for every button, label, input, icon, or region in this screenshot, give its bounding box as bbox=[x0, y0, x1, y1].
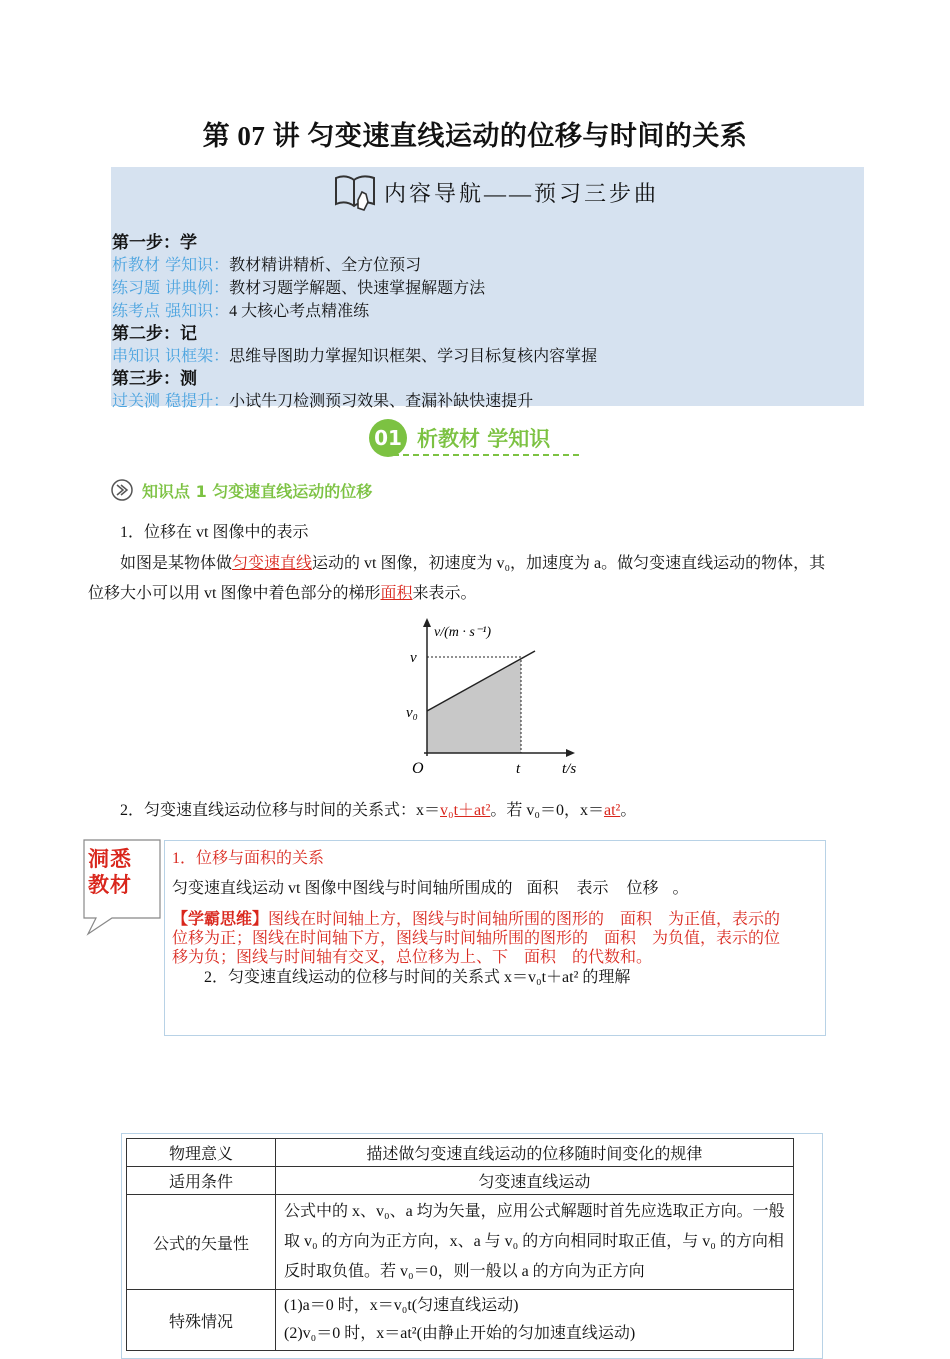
row-body: 描述做匀变速直线运动的位移随时间变化的规律 bbox=[276, 1139, 794, 1167]
table-row bbox=[127, 1290, 794, 1351]
t-label: t bbox=[516, 761, 521, 777]
section-label: 析教材 学知识 bbox=[417, 427, 551, 451]
row-body: 匀变速直线运动 bbox=[276, 1167, 794, 1195]
nav-steps bbox=[112, 232, 597, 413]
v-label: v bbox=[410, 650, 417, 666]
table-row bbox=[127, 1139, 794, 1167]
nav-heading bbox=[332, 170, 659, 214]
row-head: 公式的矢量性 bbox=[127, 1195, 276, 1290]
item-1-heading: 1．位移在 vt 图像中的表示 bbox=[120, 524, 309, 541]
table-row bbox=[127, 1195, 794, 1290]
item-2-formula-line: 2．匀变速直线运动位移与时间的关系式：x＝v₀t＋at²。若 v₀＝0，x＝at²。 bbox=[120, 802, 637, 819]
step-1: 第一步：学 bbox=[112, 233, 197, 252]
item-1-paragraph-line-1: 如图是某物体做匀变速直线运动的 vt 图像，初速度为 v₀，加速度为 a。做匀变速直线运动的物体，其 bbox=[120, 555, 826, 572]
nav-line: 过关测 稳提升：小试牛刀检测预习效果、查漏补缺快速提升 bbox=[112, 391, 534, 410]
arrow-circle-icon bbox=[110, 478, 134, 502]
section-number: 01 bbox=[369, 419, 407, 457]
link-uniform-accel[interactable]: 匀变速直线 bbox=[232, 555, 313, 572]
nav-heading-text: 内容导航——预习三步曲 bbox=[384, 180, 660, 206]
table-row bbox=[127, 1167, 794, 1195]
nav-line: 析教材 学知识：教材精讲精析、全方位预习 bbox=[112, 255, 422, 274]
box-heading-1: 1．位移与面积的关系 bbox=[172, 850, 325, 867]
knowledge-point-text: 知识点 1 匀变速直线运动的位移 bbox=[142, 481, 373, 501]
origin-label: O bbox=[412, 760, 424, 777]
page-title: 第 07 讲 匀变速直线运动的位移与时间的关系 bbox=[202, 121, 748, 151]
stamp-label: 洞悉教材 bbox=[88, 847, 132, 897]
nav-line: 练习题 讲典例：教材习题学解题、快速掌握解题方法 bbox=[112, 278, 486, 297]
row-body: (1)a＝0 时，x＝v₀t(匀速直线运动) (2)v₀＝0 时，x＝at²(由静止开始的匀加速直线运动) bbox=[276, 1290, 794, 1351]
row-head: 适用条件 bbox=[127, 1167, 276, 1195]
link-area[interactable]: 面积 bbox=[380, 585, 413, 602]
section-divider bbox=[383, 454, 579, 456]
nav-line: 练考点 强知识：4 大核心考点精准练 bbox=[112, 301, 370, 320]
section-badge bbox=[369, 419, 550, 457]
box-tip: 【学霸思维】图线在时间轴上方，图线与时间轴所围的图形的 面积 为正值，表示的 位移为正；图线在时间轴下方，图线与时间轴所围的图形的 面积 为负值，表示的位 移为负；图线与时间轴有交叉，总位移为上、下 面积 的代数和。 bbox=[172, 911, 781, 966]
row-head: 特殊情况 bbox=[127, 1290, 276, 1351]
step-3: 第三步：测 bbox=[112, 369, 197, 388]
x-axis-label: t/s bbox=[562, 761, 577, 777]
vt-graph bbox=[400, 616, 600, 781]
box-line-2: 2．匀变速直线运动的位移与时间的关系式 x＝v₀t＋at² 的理解 bbox=[204, 969, 631, 986]
knowledge-point-heading bbox=[110, 478, 372, 502]
book-hand-icon bbox=[332, 172, 378, 212]
box-line-1: 匀变速直线运动 vt 图像中图线与时间轴所围成的 面积 表示 位移 。 bbox=[172, 880, 689, 897]
step-2: 第二步：记 bbox=[112, 324, 197, 343]
nav-line: 串知识 识框架：思维导图助力掌握知识框架、学习目标复核内容掌握 bbox=[112, 346, 598, 365]
table-container bbox=[121, 1133, 823, 1359]
row-body: 公式中的 x、v₀、a 均为矢量，应用公式解题时首先应选取正方向。一般 取 v₀ 的方向为正方向，x、a 与 v₀ 的方向相同时取正值，与 v₀ 的方向相 反时取负值。若 v₀＝0，则一般以 a 的方向为正方向 bbox=[276, 1195, 794, 1290]
area-under-curve bbox=[427, 660, 521, 753]
y-axis-label: v/(m · s⁻¹) bbox=[434, 625, 492, 640]
formula-blank-1: v₀t＋at² bbox=[440, 802, 491, 819]
v0-label: v₀ bbox=[406, 705, 418, 721]
row-head: 物理意义 bbox=[127, 1139, 276, 1167]
y-axis-arrow bbox=[423, 618, 431, 627]
item-1-paragraph-line-2: 位移大小可以用 vt 图像中着色部分的梯形面积来表示。 bbox=[88, 585, 477, 602]
formula-table bbox=[126, 1138, 794, 1351]
x-axis-arrow bbox=[566, 749, 575, 757]
formula-blank-2: at² bbox=[603, 802, 621, 819]
